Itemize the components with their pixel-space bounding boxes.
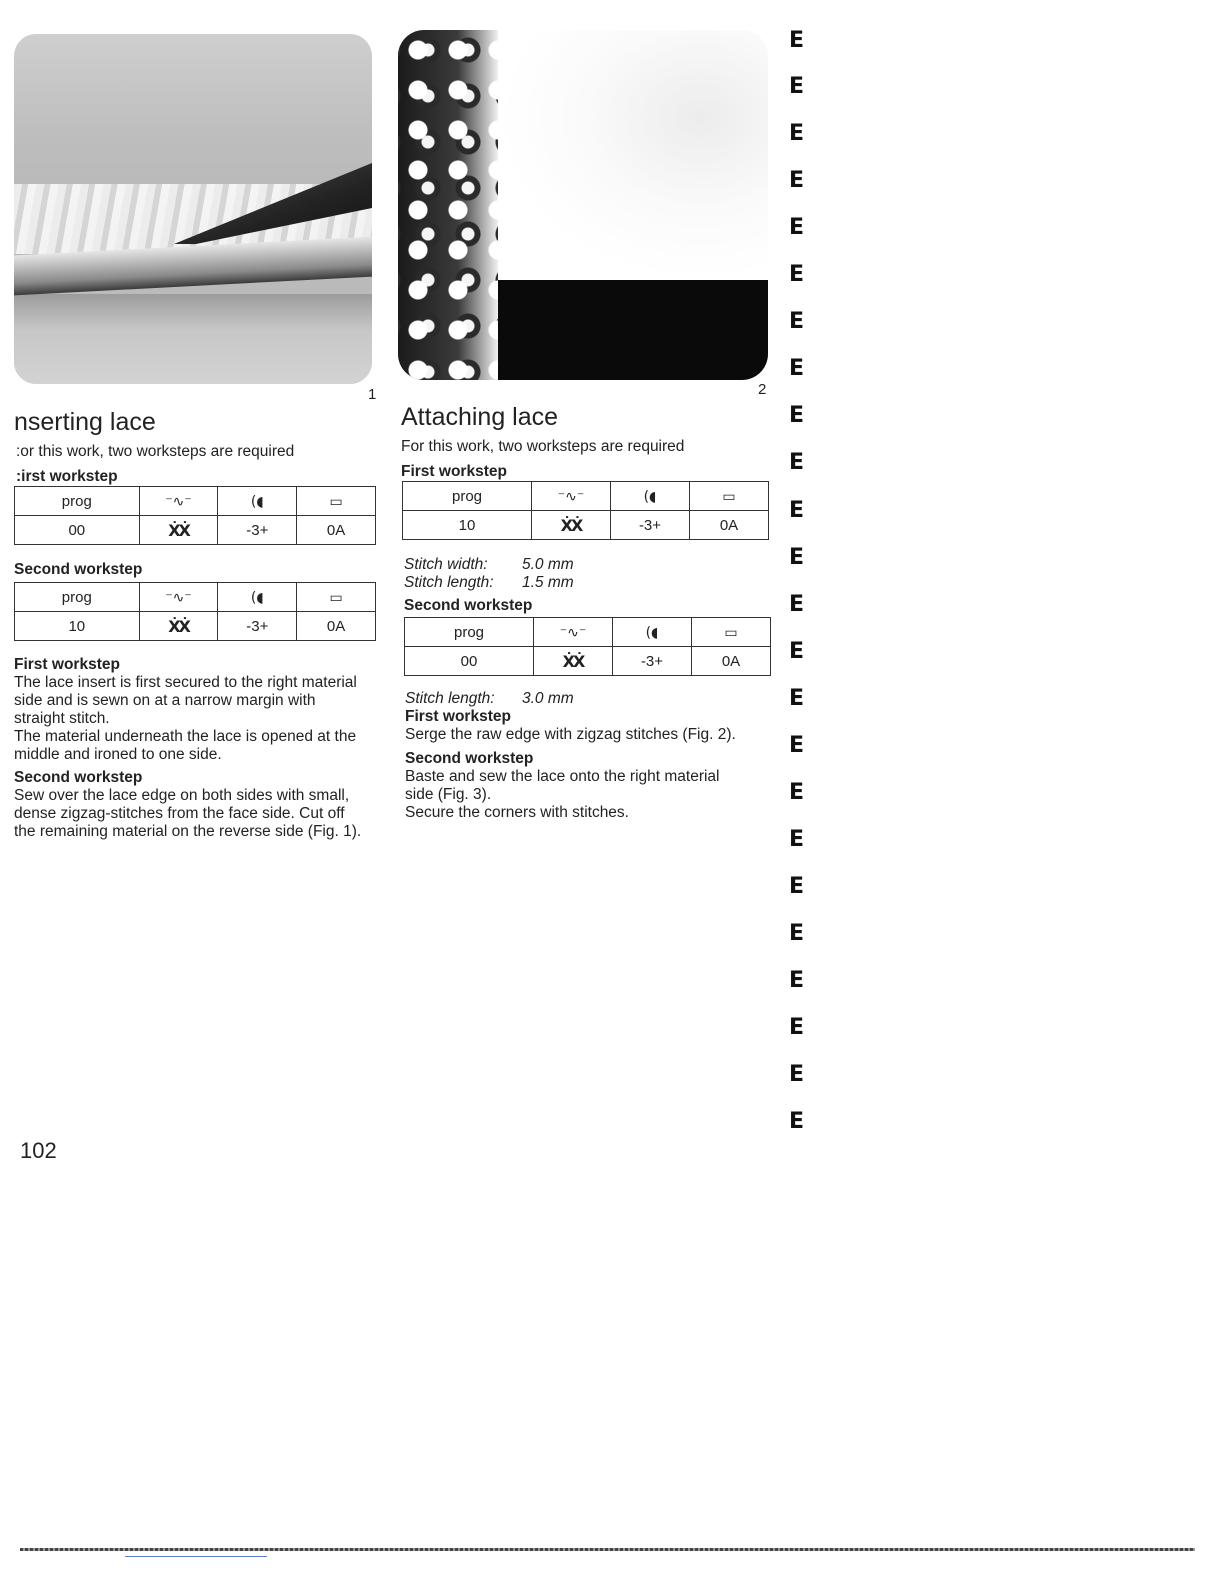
settings-table [14, 486, 376, 545]
step-heading: Second workstep [14, 769, 143, 786]
stitch-width-label: Stitch width: [404, 556, 488, 573]
foot-value: 0A [297, 612, 376, 641]
index-tab: E [789, 168, 805, 193]
index-tab: E [789, 403, 805, 428]
prog-header: prog [405, 618, 534, 647]
index-tab: E [789, 686, 805, 711]
zigzag-stitch-icon: ẊẊ [168, 520, 189, 540]
presser-foot-icon: ▭ [722, 488, 736, 505]
workstep-label: Second workstep [14, 561, 143, 578]
presser-foot-icon: ▭ [724, 624, 738, 641]
step-heading: First workstep [14, 656, 120, 673]
intro-text: For this work, two worksteps are required [401, 438, 685, 455]
thread-tension-icon: (◖ [250, 589, 264, 606]
prog-header: prog [15, 583, 140, 612]
step-line: Secure the corners with stitches. [405, 804, 629, 821]
feed-dog-icon: ⁻∿⁻ [165, 589, 192, 606]
thread-tension-icon: (◖ [643, 488, 657, 505]
stitch-length-label: Stitch length: [404, 574, 494, 591]
stitch-length-value: 1.5 mm [522, 574, 574, 591]
stitch-length-value: 3.0 mm [522, 690, 574, 707]
settings-table [404, 617, 771, 676]
thread-tension-icon: (◖ [250, 493, 264, 510]
intro-text: :or this work, two worksteps are required [16, 443, 295, 460]
index-tab: E [789, 921, 805, 946]
index-tab: E [789, 262, 805, 287]
figure-number: 2 [758, 381, 767, 398]
tension-value: -3+ [611, 511, 690, 540]
index-tab: E [789, 309, 805, 334]
step-heading: Second workstep [405, 750, 534, 767]
stitch-width-value: 5.0 mm [522, 556, 574, 573]
index-tab: E [789, 968, 805, 993]
instructions [14, 656, 378, 841]
tension-value: -3+ [613, 647, 692, 676]
presser-foot-icon: ▭ [329, 589, 343, 606]
index-tab: E [789, 1109, 805, 1134]
index-tab: E [789, 1015, 805, 1040]
photo-attaching-lace [398, 30, 768, 380]
workstep-label: :irst workstep [16, 468, 118, 485]
prog-header: prog [15, 487, 140, 516]
settings-table [14, 582, 376, 641]
zigzag-stitch-icon: ẊẊ [168, 616, 189, 636]
index-tab: E [789, 356, 805, 381]
prog-value: 10 [403, 511, 532, 540]
presser-foot-icon: ▭ [329, 493, 343, 510]
step-line: middle and ironed to one side. [14, 746, 222, 763]
feed-dog-icon: ⁻∿⁻ [559, 624, 587, 641]
index-tab: E [789, 498, 805, 523]
figure-number: 1 [368, 386, 377, 403]
index-tab: E [789, 450, 805, 475]
prog-header: prog [403, 482, 532, 511]
step-line: Serge the raw edge with zigzag stitches (Fig. 2). [405, 726, 736, 743]
workstep-label: First workstep [401, 463, 507, 480]
bottom-rule [20, 1548, 1195, 1551]
section-title: Attaching lace [401, 403, 559, 431]
feed-dog-icon: ⁻∿⁻ [557, 488, 585, 505]
step-line: dense zigzag-stitches from the face side. Cut off [14, 805, 345, 822]
prog-value: 00 [15, 516, 140, 545]
index-tab: E [789, 733, 805, 758]
section-title: nserting lace [14, 408, 156, 436]
index-tab: E [789, 545, 805, 570]
index-tab: E [789, 780, 805, 805]
stitch-length-label: Stitch length: [405, 690, 495, 707]
step-line: side and is sewn on at a narrow margin with [14, 692, 316, 709]
thread-tension-icon: (◖ [645, 624, 659, 641]
step-line: straight stitch. [14, 710, 110, 727]
step-line: the remaining material on the reverse side (Fig. 1). [14, 823, 362, 840]
zigzag-stitch-icon: ẊẊ [560, 515, 582, 535]
index-tab: E [789, 639, 805, 664]
step-heading: First workstep [405, 708, 511, 725]
index-tab: E [789, 74, 805, 99]
index-tab: E [789, 827, 805, 852]
bottom-rule-accent [125, 1556, 267, 1557]
tension-value: -3+ [218, 612, 297, 641]
index-tab: E [789, 592, 805, 617]
index-tab: E [789, 28, 805, 53]
foot-value: 0A [690, 511, 769, 540]
index-tab: E [789, 215, 805, 240]
step-line: Baste and sew the lace onto the right material [405, 768, 720, 785]
foot-value: 0A [297, 516, 376, 545]
tension-value: -3+ [218, 516, 297, 545]
step-line: Sew over the lace edge on both sides with small, [14, 787, 350, 804]
step-line: The lace insert is first secured to the right material [14, 674, 357, 691]
settings-table [402, 481, 769, 540]
feed-dog-icon: ⁻∿⁻ [165, 493, 192, 510]
index-tab: E [789, 121, 805, 146]
prog-value: 00 [405, 647, 534, 676]
photo-inserting-lace [14, 34, 372, 384]
index-tab: E [789, 874, 805, 899]
step-line: The material underneath the lace is opened at the [14, 728, 357, 745]
instructions [405, 708, 773, 822]
index-tab: E [789, 1062, 805, 1087]
prog-value: 10 [15, 612, 140, 641]
zigzag-stitch-icon: ẊẊ [562, 651, 584, 671]
page-number: 102 [20, 1138, 57, 1163]
step-line: side (Fig. 3). [405, 786, 492, 803]
workstep-label: Second workstep [404, 597, 533, 614]
foot-value: 0A [692, 647, 771, 676]
